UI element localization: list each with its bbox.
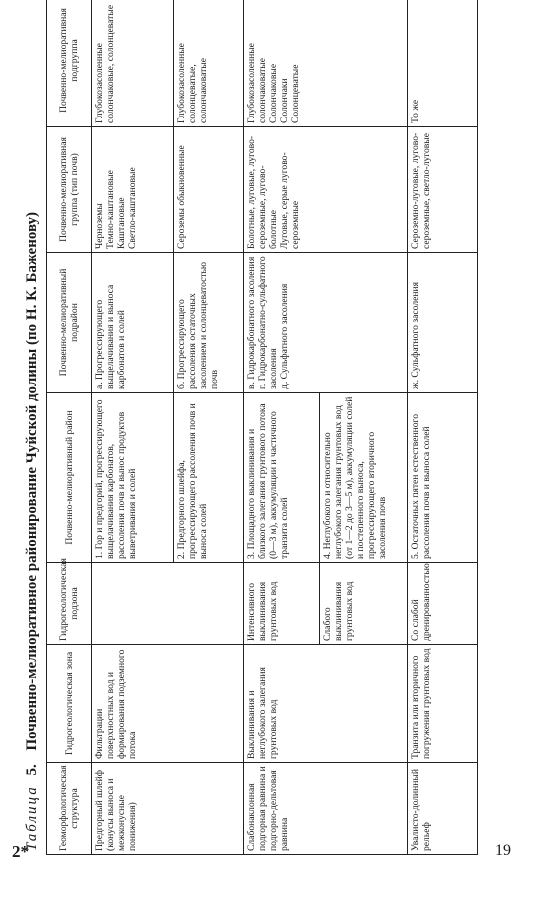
cell-subzone [92, 563, 244, 645]
cell-group: Болотные, луговые, лугово-сероземные, лугово-болотные Луговые, серые лугово-сероземные [244, 127, 408, 253]
header-geomorph: Геоморфологическая структура [47, 763, 92, 855]
cell-geomorph: Слабонаклонная подгорная равнина и подгорно-дельтовая равнина [244, 763, 408, 855]
zoning-table [46, 0, 478, 855]
table-caption [18, 0, 46, 855]
cell-geomorph: Предгорный шлейф (конусы выноса и межконусные понижения) [92, 763, 244, 855]
cell-subregion: ж. Сульфатного засоления [408, 253, 478, 393]
cell-zone: Транзита или вторичного погружения грунтовых вод [408, 645, 478, 763]
cell-subzone: Со слабой дренированностью [408, 563, 478, 645]
cell-region: 3. Площадного выклинивания и близкого залегания грунтового потока (0—3 м), аккумуляции и частичного транзита солей [244, 393, 320, 563]
cell-subzone: Интенсивного выклинивания грунтовых вод [244, 563, 320, 645]
header-region: Почвенно-мелиоративный район [47, 393, 92, 563]
cell-geomorph: Увалисто-долинный рельеф [408, 763, 478, 855]
cell-region: 2. Предгорного шлейфа, прогрессирующего рассоления почв и выноса солей [174, 393, 244, 563]
cell-group: Сероземы обыкновенные [174, 127, 244, 253]
page-number: 19 [495, 842, 511, 859]
header-subregion: Почвенно-мелиоративный подрайон [47, 253, 92, 393]
table-row [408, 0, 478, 855]
table-row [244, 0, 320, 855]
cell-subgroup: Глубокозасоленные солонцеватые, солончаковатые [174, 0, 244, 127]
header-row [47, 0, 92, 855]
cell-region: 5. Остаточных пятен естественного рассоления почв и выноса солей [408, 393, 478, 563]
cell-zone: Фильтрации поверхностных вод и формирования подземного потока [92, 645, 244, 763]
cell-group: Черноземы Темно-каштановые Каштановые Светло-каштановые [92, 127, 174, 253]
cell-region: 1. Гор и предгорий, прогрессирующего выщелачивания карбонатов, рассоления почв и вынос продуктов выветривания и солей [92, 393, 174, 563]
caption-title: Почвенно-мелиоративное районирование Чуйской долины (по Н. К. Баженову) [24, 211, 40, 751]
cell-subregion: а. Прогрессирующего выщелачивания и выноса карбонатов и солей [92, 253, 174, 393]
cell-zone: Выклинивания и неглубокого залегания грунтовых вод [244, 645, 408, 763]
cell-group: Сероземно-луговые, лугово-сероземные, светло-луговые [408, 127, 478, 253]
cell-region: 4. Неглубокого и относительно неглубокого залегания грунтовых вод (от 1—2 до 3—5 м), аккумуляции солей и постепенного выноса, прогрессирующего вторичного засоления почв [320, 393, 408, 563]
cell-subregion: б. Прогрессирующего рассоления остаточных засолением и солонцеватостью почв [174, 253, 244, 393]
cell-subgroup: Глубокозасоленные солончаковатые Солончаковые Солончаки Солонцеватые [244, 0, 408, 127]
caption-number: 5. [24, 764, 40, 776]
caption-label: Таблица [24, 785, 40, 851]
rotated-table-block [18, 0, 523, 855]
table-row [92, 0, 174, 855]
cell-subzone: Слабого выклинивания грунтовых вод [320, 563, 408, 645]
cell-subgroup: Глубокозасоленные солончаковые, солонцеватые [92, 0, 174, 127]
header-subgroup: Почвенно-мелиоративная подгруппа [47, 0, 92, 127]
signature-mark: 2* [12, 842, 29, 861]
header-zone: Гидрогеологическая зона [47, 645, 92, 763]
header-subzone: Гидрогеологическая подзона [47, 563, 92, 645]
header-group: Почвенно-мелиоративная группа (тип почв) [47, 127, 92, 253]
cell-subgroup: То же [408, 0, 478, 127]
cell-subregion: в. Гидрокарбонатного засоления г. Гидрокарбонатно-сульфатного засоления д. Сульфатного засоления [244, 253, 408, 393]
